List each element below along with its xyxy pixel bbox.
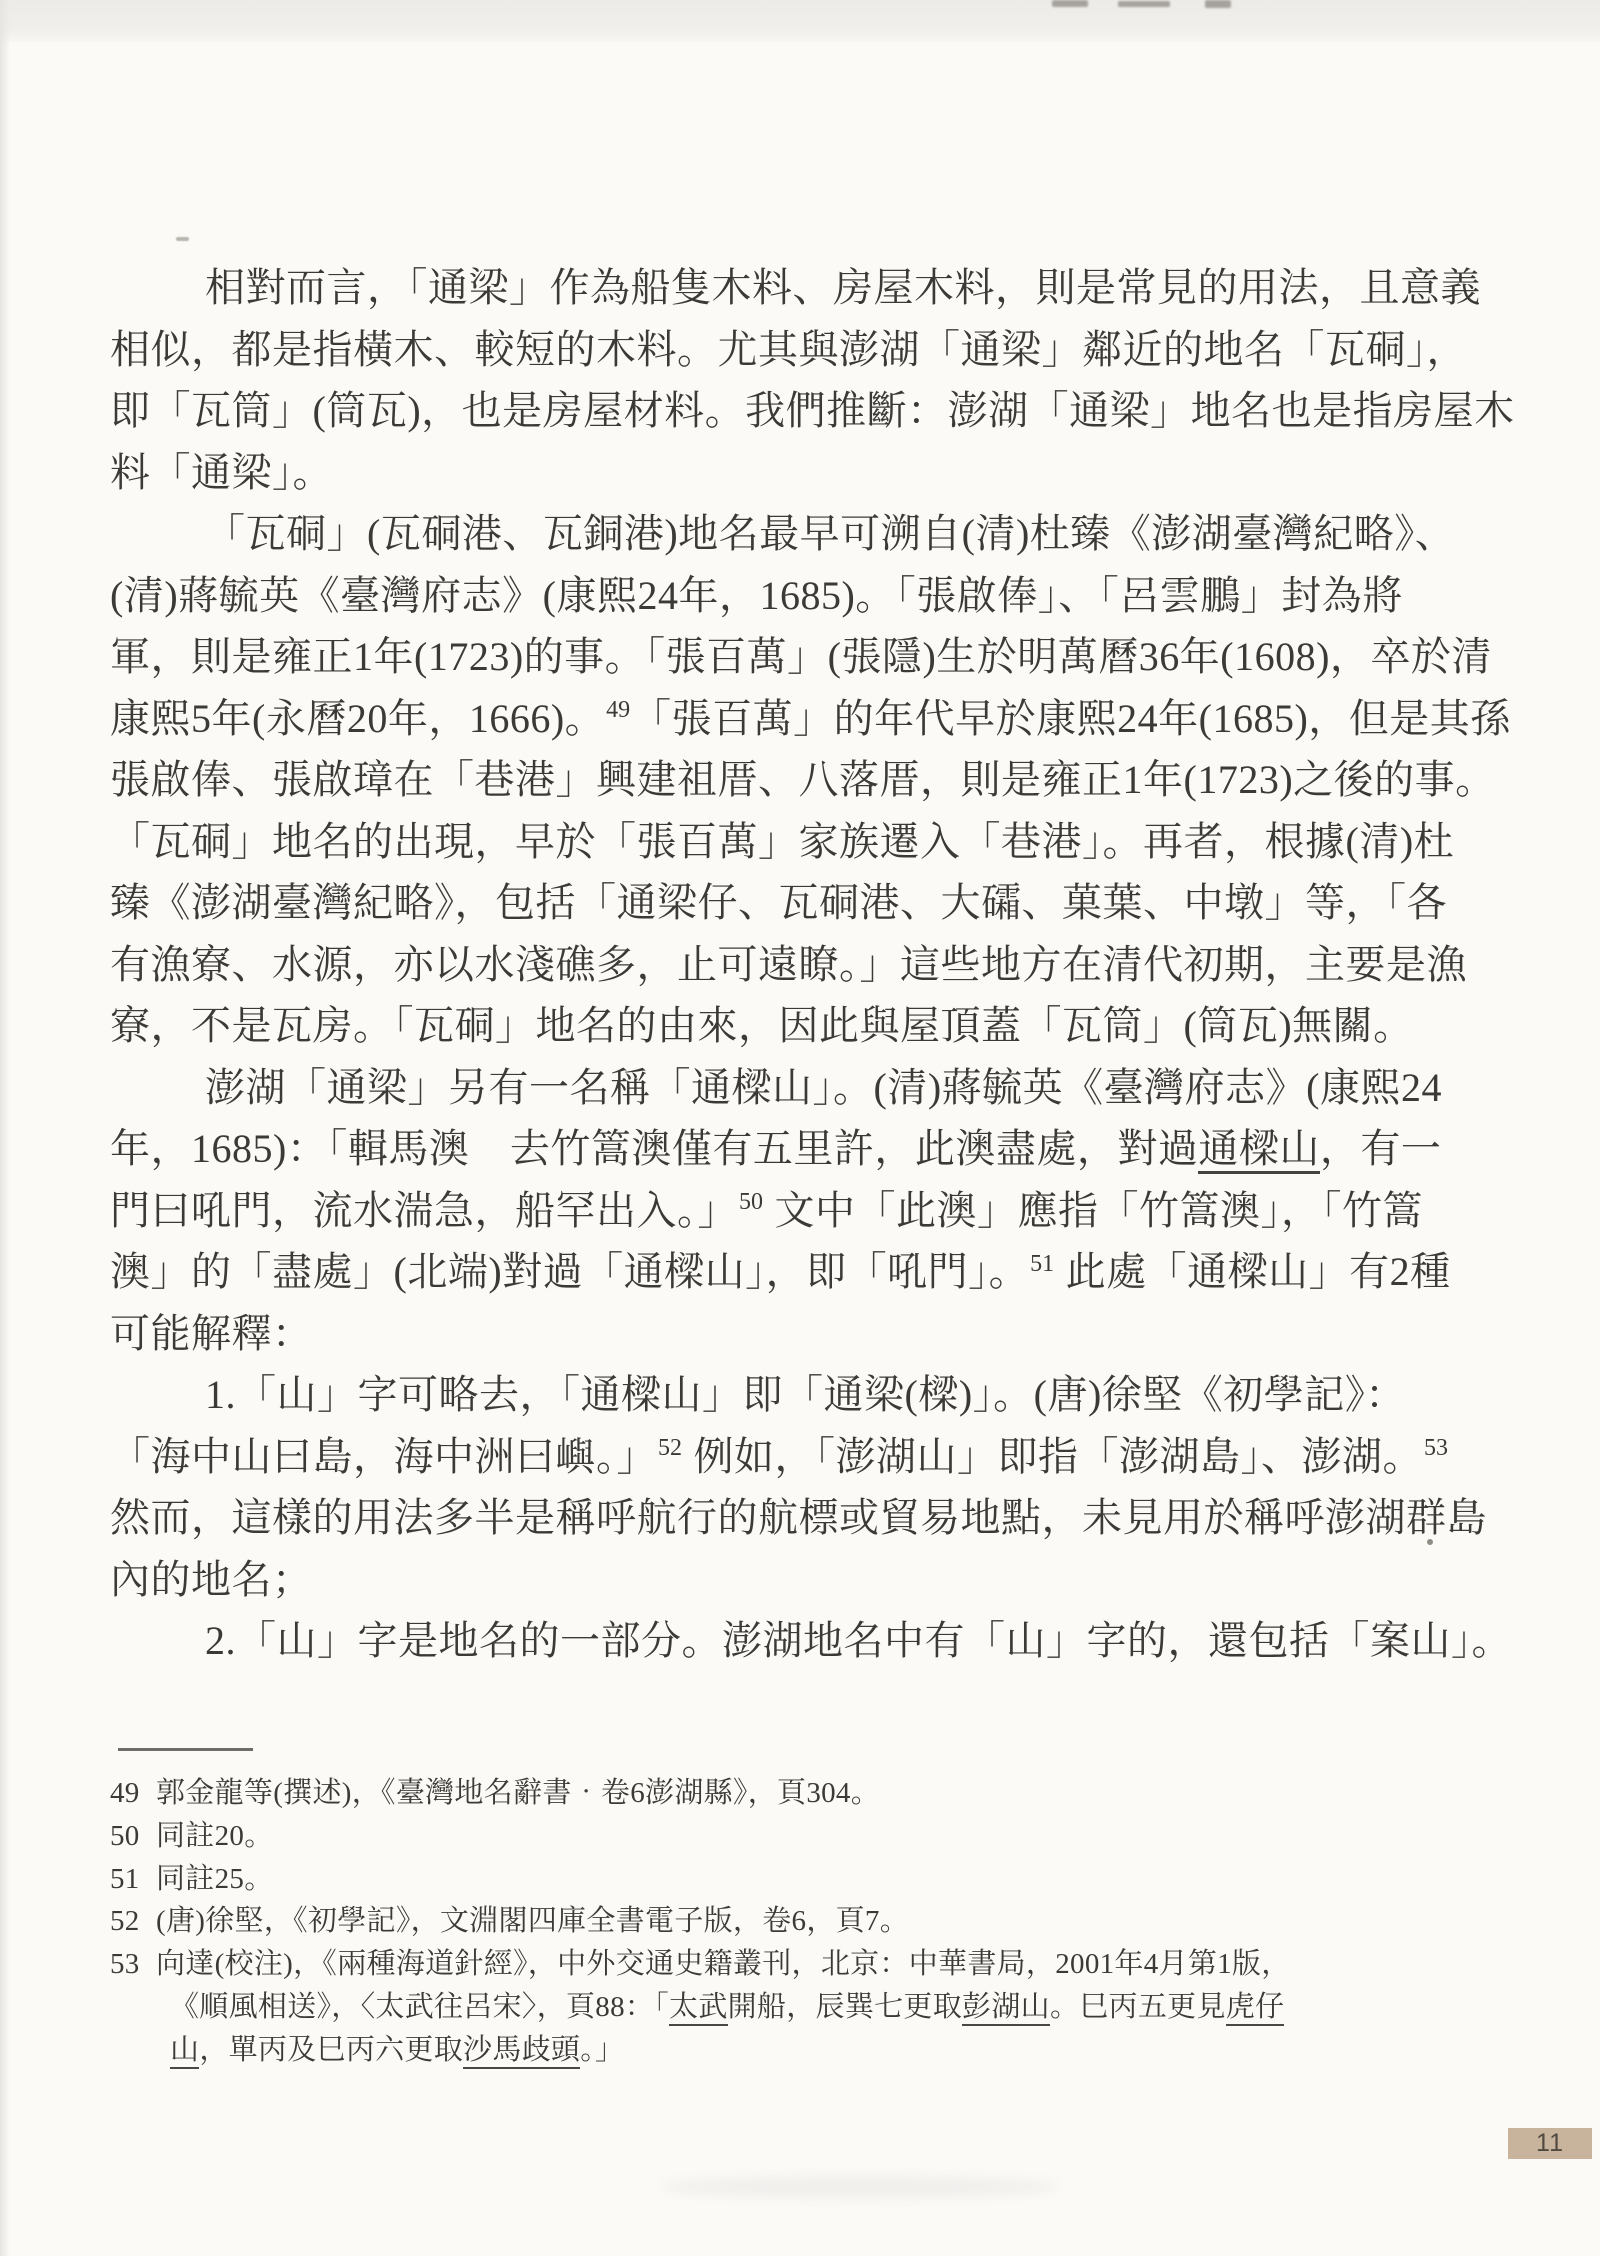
- footnote-item: [110, 1772, 1530, 1815]
- body-line: [110, 749, 1510, 811]
- footnote-line: [156, 1858, 1530, 1901]
- text-segment: 可能解釋：: [110, 1310, 313, 1356]
- body-line: [110, 1487, 1510, 1549]
- text-segment: 澎湖「通梁」另有一名稱「通樑山」。(清)蔣毓英《臺灣府志》(康熙24: [205, 1064, 1442, 1110]
- body-line: [110, 1241, 1510, 1303]
- underlined-text: 虎仔: [1226, 1991, 1285, 2026]
- footnote-text: [156, 1858, 1530, 1901]
- text-segment: 門曰吼門，流水湍急，船罕出入。」: [110, 1187, 738, 1233]
- underlined-text: 山: [170, 2034, 199, 2069]
- text-segment: 郭金龍等(撰述)，《臺灣地名辭書‧卷6澎湖縣》，頁304。: [156, 1777, 881, 1809]
- footnote-text: [156, 1815, 1530, 1858]
- footnote-item: [110, 1900, 1530, 1943]
- text-segment: 同註20。: [156, 1819, 274, 1852]
- page-number-badge: [1508, 2128, 1592, 2159]
- footnote-text: [156, 1943, 1530, 2071]
- footnote-item: [110, 1815, 1530, 1858]
- body-line: [110, 626, 1510, 688]
- footnote-item: [110, 1858, 1530, 1901]
- scan-artifact-mark: [1205, 0, 1231, 8]
- body-line: [110, 319, 1510, 381]
- body-line: [110, 1303, 1510, 1365]
- body-line: [110, 1118, 1510, 1180]
- text-segment: 年，1685)：「輯馬澳 去竹篙澳僅有五里許，此澳盡處，對過: [110, 1126, 1199, 1171]
- footnote-ref: 53: [1424, 1435, 1448, 1462]
- footnote-text: [156, 1900, 1530, 1943]
- footnote-number: 53: [110, 1948, 140, 1981]
- text-segment: 開船，辰巽七更取: [727, 1990, 963, 2023]
- body-line: [110, 1180, 1510, 1242]
- text-segment: 例如，「澎湖山」即指「澎湖島」、澎湖。: [683, 1433, 1423, 1479]
- scan-top-band: [0, 0, 1600, 42]
- text-segment: 「海中山曰島，海中洲曰嶼。」: [110, 1433, 657, 1479]
- text-segment: 同註25。: [156, 1862, 274, 1895]
- body-line: [110, 442, 1510, 504]
- text-segment: 。巳丙五更見: [1049, 1990, 1226, 2023]
- footnote-line: [156, 1986, 1530, 2029]
- text-segment: ，有一: [1319, 1126, 1442, 1171]
- text-segment: 有漁寮、水源，亦以水淺礁多，止可遠瞭。」這些地方在清代初期，主要是漁: [110, 941, 1467, 987]
- text-segment: ，單丙及巳丙六更取: [199, 2033, 464, 2066]
- text-segment: 此處「通樑山」有2種: [1055, 1249, 1451, 1294]
- footnote-item: [110, 1943, 1530, 2071]
- footnote-number: 49: [110, 1777, 140, 1809]
- text-segment: 軍，則是雍正1年(1723)的事。「張百萬」(張隱)生於明萬曆36年(1608)，卒於清: [110, 634, 1492, 679]
- footnote-ref: 50: [739, 1189, 763, 1216]
- body-line: [110, 503, 1510, 565]
- scan-artifact-mark: [1118, 1, 1170, 7]
- body-line: [110, 380, 1515, 442]
- text-segment: 臻《澎湖臺灣紀略》，包括「通梁仔、瓦硐港、大礵、菓葉、中墩」等，「各: [110, 880, 1447, 925]
- footnote-line: [156, 2029, 1530, 2072]
- text-segment: 「張百萬」的年代早於康熙24年(1685)，但是其孫: [631, 695, 1511, 741]
- footnote-line: [156, 1900, 1530, 1943]
- body-line: [110, 1610, 1510, 1672]
- text-segment: 料「通梁」。: [110, 449, 333, 495]
- footnote-number: 51: [110, 1862, 140, 1895]
- text-segment: (唐)徐堅，《初學記》，文淵閣四庫全書電子版，卷6，頁7。: [156, 1905, 910, 1938]
- body-line: [110, 257, 1510, 319]
- text-segment: 1.「山」字可略去，「通樑山」即「通梁(樑)」。(唐)徐堅《初學記》：: [205, 1372, 1406, 1417]
- underlined-text: 彭湖山: [962, 1991, 1050, 2026]
- text-segment: 然而，這樣的用法多半是稱呼航行的航標或貿易地點，未見用於稱呼澎湖群島: [110, 1495, 1487, 1540]
- text-segment: 澳」的「盡處」(北端)對過「通樑山」，即「吼門」。: [110, 1249, 1030, 1294]
- underlined-text: 通樑山: [1198, 1126, 1320, 1174]
- body-line: [110, 872, 1510, 934]
- body-line: [110, 934, 1510, 996]
- text-segment: (清)蔣毓英《臺灣府志》(康熙24年，1685)。「張啟俸」、「呂雲鵬」封為將: [110, 572, 1403, 618]
- footnote-text: [156, 1772, 1530, 1815]
- text-segment: 「瓦硐」地名的出現，早於「張百萬」家族遷入「巷港」。再者，根據(清)杜: [110, 818, 1455, 864]
- footnote-number: 52: [110, 1905, 140, 1938]
- footnote-number: 50: [110, 1819, 140, 1852]
- footnote-ref: 49: [606, 697, 631, 724]
- text-segment: 張啟俸、張啟璋在「巷港」興建祖厝、八落厝，則是雍正1年(1723)之後的事。: [110, 757, 1496, 802]
- text-segment: 康熙5年(永曆20年，1666)。: [110, 695, 606, 741]
- text-segment: 「瓦硐」(瓦硐港、瓦銅港)地名最早可溯自(清)杜臻《澎湖臺灣紀略》、: [205, 511, 1456, 556]
- underlined-text: 沙馬歧頭: [463, 2034, 580, 2069]
- scan-artifact-mark: [1052, 0, 1088, 7]
- body-line: [110, 995, 1510, 1057]
- text-segment: 內的地名；: [110, 1556, 313, 1602]
- footnote-separator: [118, 1748, 253, 1751]
- scan-smudge: [660, 2176, 1060, 2198]
- text-segment: 寮，不是瓦房。「瓦硐」地名的由來，因此與屋頂蓋「瓦筒」(筒瓦)無關。: [110, 1003, 1414, 1048]
- text-segment: 文中「此澳」應指「竹篙澳」，「竹篙: [764, 1187, 1423, 1233]
- text-segment: 即「瓦筒」(筒瓦)，也是房屋材料。我們推斷：澎湖「通梁」地名也是指房屋木: [110, 388, 1515, 433]
- body-text: [110, 257, 1515, 1672]
- body-line: [110, 1364, 1510, 1426]
- text-segment: 《順風相送》，〈太武往呂宋〉，頁88：「: [170, 1990, 670, 2023]
- footnotes: [110, 1772, 1530, 2072]
- scan-left-edge-shadow: [0, 0, 10, 2256]
- text-segment: 相對而言，「通梁」作為船隻木料、房屋木料，則是常見的用法，且意義: [205, 265, 1481, 310]
- body-line: [110, 811, 1510, 873]
- text-segment: 相似，都是指橫木、較短的木料。尤其與澎湖「通梁」鄰近的地名「瓦硐」，: [110, 326, 1467, 372]
- body-line: [110, 1426, 1510, 1488]
- footnote-line: [156, 1815, 1530, 1858]
- footnote-ref: 52: [658, 1435, 682, 1462]
- scan-speck: [176, 237, 189, 241]
- body-line: [110, 565, 1510, 627]
- body-line: [110, 688, 1510, 750]
- body-line: [110, 1057, 1510, 1119]
- body-line: [110, 1549, 1510, 1611]
- footnote-line: [156, 1772, 1530, 1815]
- footnote-line: [156, 1943, 1530, 1986]
- underlined-text: 太武: [669, 1991, 728, 2026]
- text-segment: 。」: [580, 2033, 625, 2066]
- page-number: 11: [1536, 2129, 1564, 2157]
- footnote-ref: 51: [1030, 1250, 1055, 1277]
- text-segment: 2.「山」字是地名的一部分。澎湖地名中有「山」字的，還包括「案山」。: [205, 1618, 1512, 1663]
- text-segment: 向達(校注)，《兩種海道針經》，中外交通史籍叢刊，北京：中華書局，2001年4月第1版，: [156, 1948, 1291, 1981]
